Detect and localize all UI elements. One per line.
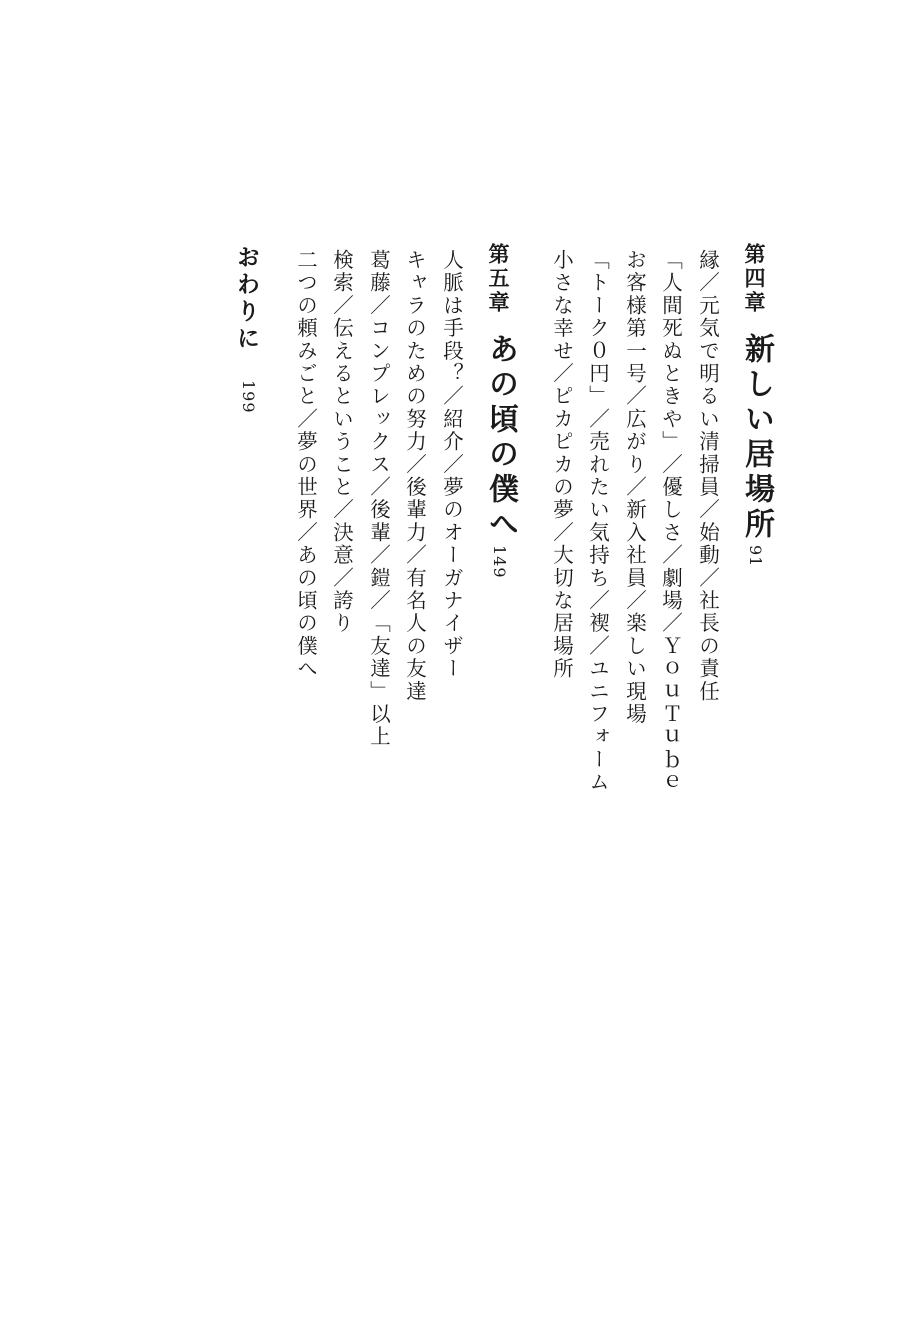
chapter4-line-5: 小さな幸せ／ピカピカの夢／大切な居場所 (549, 249, 574, 681)
chapter4-line-2: 「人間死ぬときや」／優しさ／劇場／ＹｏｕＴｕｂｅ (658, 249, 683, 794)
chapter5-title: あの頃の僕へ (483, 333, 518, 543)
closing-page-number: 199 (239, 380, 258, 414)
chapter5-line-4: 検索／伝えるということ／決意／誇り (329, 249, 354, 635)
chapter5-label: 第五章 (486, 243, 511, 315)
chapter5-line-1: 人脈は手段？／紹介／夢のオーガナイザー (439, 249, 464, 681)
chapter5-line-5: 二つの頼みごと／夢の世界／あの頃の僕へ (293, 249, 318, 681)
chapter4-label: 第四章 (742, 243, 767, 315)
closing-title: おわりに (233, 245, 260, 353)
chapter5-line-2: キャラのための努力／後輩力／有名人の友達 (402, 249, 427, 703)
chapter5-page-number: 149 (490, 545, 509, 579)
chapter4-line-1: 縁／元気で明るい清掃員／始動／社長の責任 (695, 249, 720, 703)
chapter4-line-4: 「トーク０円」／売れたい気持ち／褉／ユニフォーム (585, 249, 610, 794)
chapter4-title: 新しい居場所 (739, 333, 774, 543)
chapter4-page-number: 91 (746, 545, 765, 568)
chapter4-line-3: お客様第一号／広がり／新入社員／楽しい現場 (622, 249, 647, 726)
chapter5-line-3: 葛藤／コンプレックス／後輩／鎧／「友達」以上 (366, 249, 391, 749)
